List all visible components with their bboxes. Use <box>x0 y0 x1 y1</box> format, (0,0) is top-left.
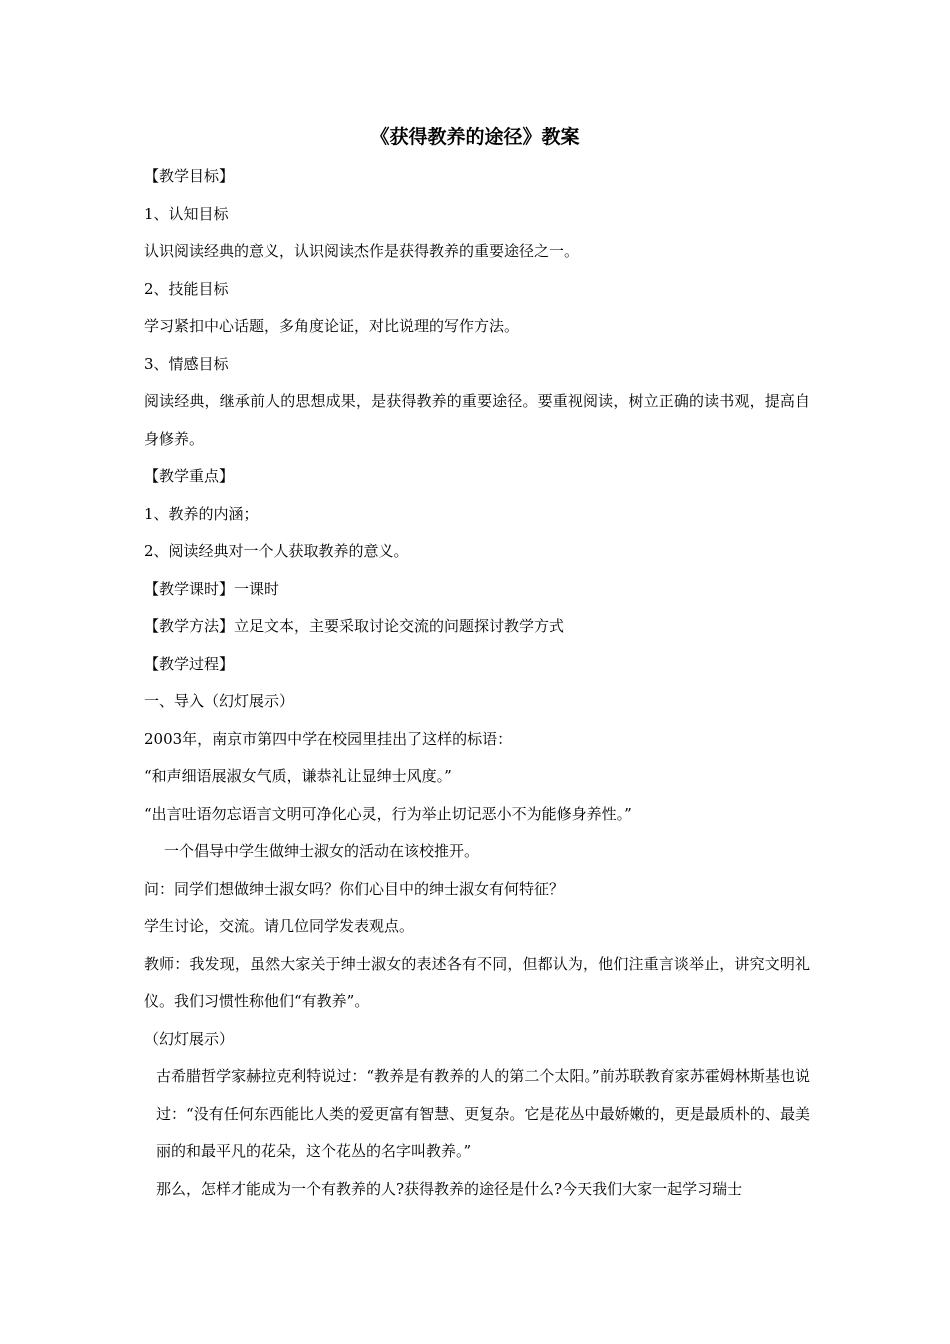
closing-paragraph: 那么，怎样才能成为一个有教养的人?获得教养的途径是什么?今天我们大家一起学习瑞士 <box>156 1179 743 1198</box>
document-body <box>144 158 810 1208</box>
goal-skill-heading: 2、技能目标 <box>144 279 229 298</box>
process-step-intro: 一、导入（幻灯展示） <box>144 692 295 710</box>
question-paragraph: 问：同学们想做绅士淑女吗？你们心目中的绅士淑女有何特征？ <box>144 879 565 898</box>
slogan-2: “出言吐语勿忘语言文明可净化心灵，行为举止切记恶小不为能修身养性。” <box>144 804 632 823</box>
paragraph-2003: 2003年，南京市第四中学在校园里挂出了这样的标语： <box>144 729 513 748</box>
document-title: 《获得教养的途径》教案 <box>370 126 580 148</box>
section-heading-key-points: 【教学重点】 <box>144 467 235 485</box>
section-heading-teaching-goals: 【教学目标】 <box>144 167 235 185</box>
goal-emotion-text: 阅读经典，继承前人的思想成果，是获得教养的重要途径。要重视阅读，树立正确的读书观，提高自身修养。 <box>144 392 810 448</box>
goal-cognitive-text: 认识阅读经典的意义，认识阅读杰作是获得教养的重要途径之一。 <box>144 242 580 260</box>
discussion-paragraph: 学生讨论，交流。请几位同学发表观点。 <box>144 917 415 935</box>
key-point-2: 2、阅读经典对一个人获取教养的意义。 <box>144 542 409 560</box>
goal-emotion-heading: 3、情感目标 <box>144 354 229 373</box>
activity-paragraph: 一个倡导中学生做绅士淑女的活动在该校推开。 <box>164 842 480 860</box>
goal-skill-text: 学习紧扣中心话题，多角度论证，对比说理的写作方法。 <box>144 317 520 335</box>
goal-cognitive-heading: 1、认知目标 <box>144 204 229 223</box>
teaching-hours: 【教学课时】一课时 <box>144 579 280 598</box>
section-heading-teaching-process: 【教学过程】 <box>144 654 235 673</box>
quote-paragraph: 古希腊哲学家赫拉克利特说过：“教养是有教养的人的第二个太阳。”前苏联教育家苏霍姆林斯基也说过：“没有任何东西能比人类的爱更富有智慧、更复杂。它是花丛中最娇嫩的，更是最质朴的、最美丽的和最平凡的花朵，这个花丛的名字叫教养。” <box>156 1067 810 1160</box>
key-point-1: 1、教养的内涵； <box>144 504 259 523</box>
teaching-method: 【教学方法】立足文本，主要采取讨论交流的问题探讨教学方式 <box>144 617 565 635</box>
slide-note: （幻灯展示） <box>144 1029 235 1048</box>
teacher-paragraph: 教师：我发现，虽然大家关于绅士淑女的表述各有不同，但都认为，他们注重言谈举止，讲究文明礼仪。我们习惯性称他们“有教养”。 <box>144 954 810 1010</box>
slogan-1: “和声细语展淑女气质，谦恭礼让显绅士风度。” <box>144 767 452 785</box>
